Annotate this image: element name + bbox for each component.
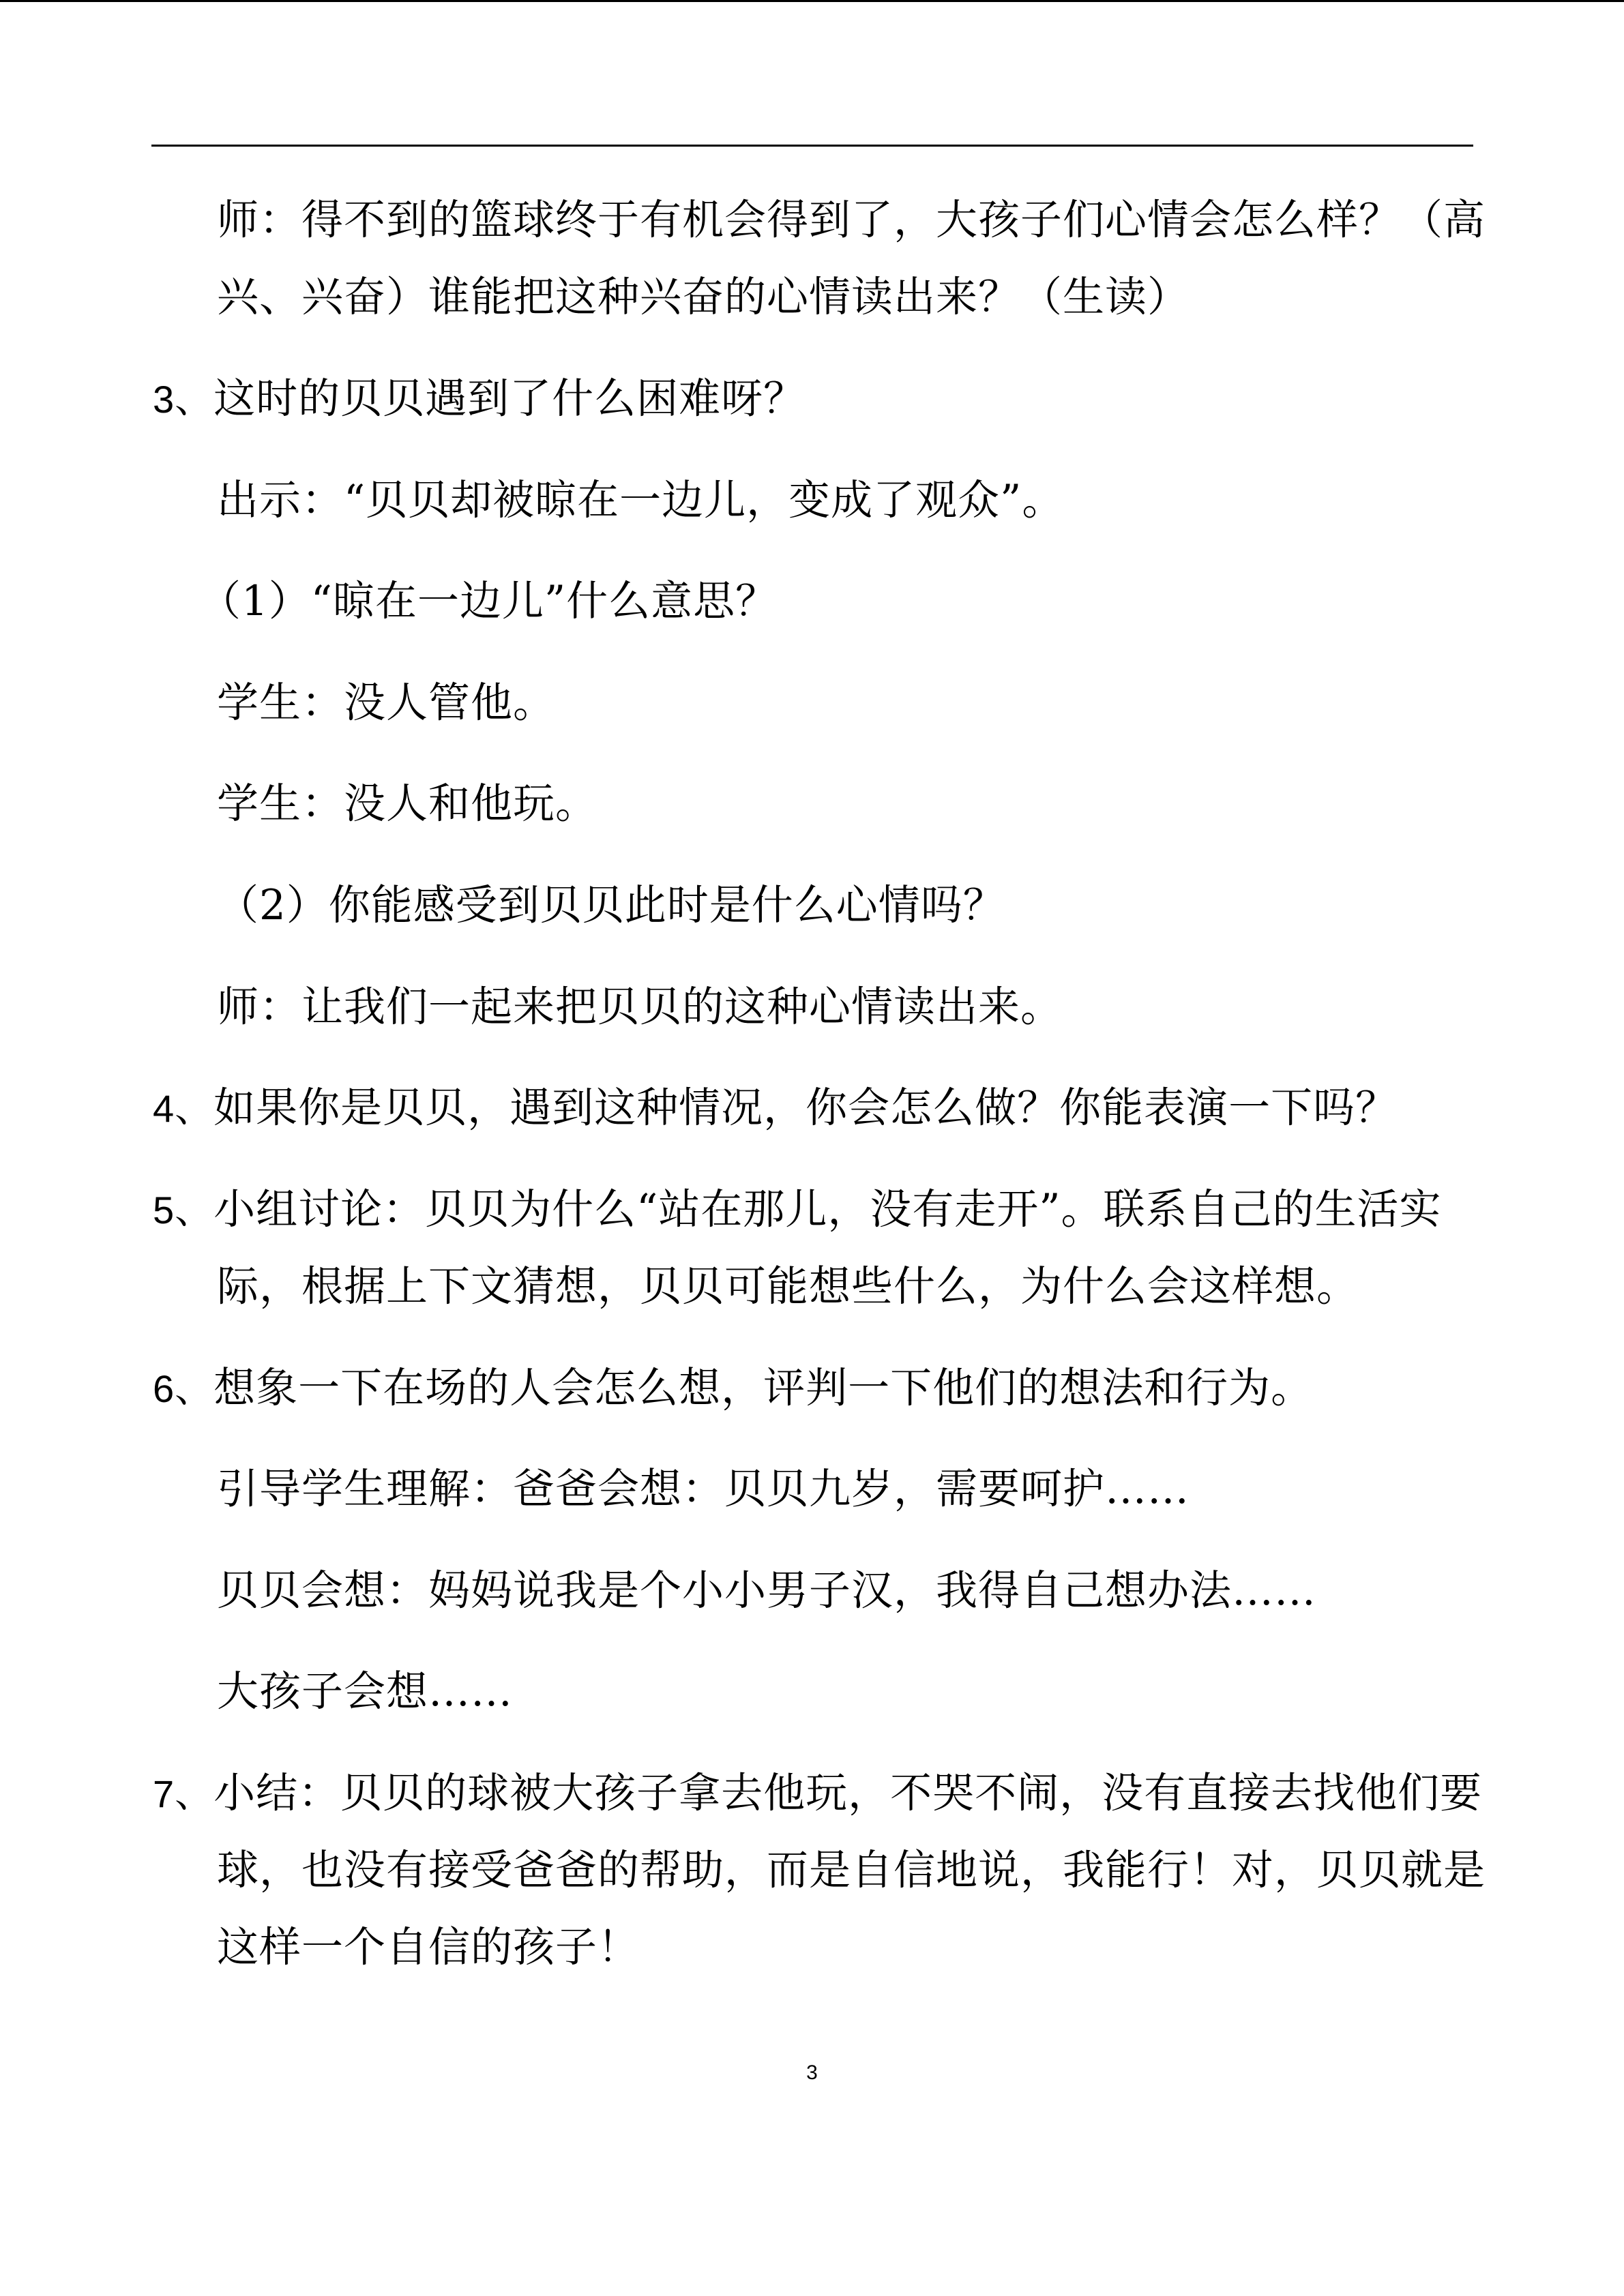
paragraph-line: （1）“晾在一边儿”什么意思？ xyxy=(199,577,778,625)
paragraph-line: 兴、兴奋）谁能把这种兴奋的心情读出来？（生读） xyxy=(217,273,1190,321)
item-text: 想象一下在场的人会怎么想，评判一下他们的想法和行为。 xyxy=(213,1364,1314,1412)
paragraph-line: 学生：没人和他玩。 xyxy=(217,779,598,828)
item-text: 如果你是贝贝，遇到这种情况，你会怎么做？你能表演一下吗？ xyxy=(213,1084,1398,1132)
list-item-4 xyxy=(153,1081,1398,1136)
paragraph-line: 际，根据上下文猜想，贝贝可能想些什么，为什么会这样想。 xyxy=(217,1262,1359,1311)
paragraph-line: （2）你能感受到贝贝此时是什么心情吗？ xyxy=(217,881,1005,929)
list-item-6 xyxy=(153,1361,1313,1416)
item-number: 6、 xyxy=(153,1367,214,1410)
page-number: 3 xyxy=(806,2061,818,2084)
item-number: 5、 xyxy=(153,1189,214,1232)
item-number: 4、 xyxy=(153,1087,214,1130)
list-item-5 xyxy=(153,1182,1442,1238)
paragraph-line: 引导学生理解：爸爸会想：贝贝九岁，需要呵护…… xyxy=(217,1465,1190,1513)
header-rule xyxy=(151,145,1473,147)
paragraph-line: 大孩子会想…… xyxy=(217,1667,514,1716)
paragraph-line: 学生：没人管他。 xyxy=(217,679,556,727)
paragraph-line: 出示：“贝贝却被晾在一边儿，变成了观众”。 xyxy=(217,476,1065,524)
paragraph-line: 球，也没有接受爸爸的帮助，而是自信地说，我能行！对，贝贝就是 xyxy=(217,1846,1486,1894)
item-number: 3、 xyxy=(153,378,214,421)
paragraph-line: 贝贝会想：妈妈说我是个小小男子汉，我得自己想办法…… xyxy=(217,1566,1317,1615)
item-number: 7、 xyxy=(153,1772,214,1815)
item-text: 小结：贝贝的球被大孩子拿去他玩，不哭不闹，没有直接去找他们要 xyxy=(213,1769,1483,1817)
paragraph-line: 师：让我们一起来把贝贝的这种心情读出来。 xyxy=(217,983,1063,1031)
list-item-3 xyxy=(153,372,806,427)
page-top-border xyxy=(0,0,1624,2)
paragraph-line: 师：得不到的篮球终于有机会得到了，大孩子们心情会怎么样？（高 xyxy=(217,196,1486,244)
item-text: 这时的贝贝遇到了什么困难呀？ xyxy=(213,374,806,423)
list-item-7 xyxy=(153,1766,1482,1821)
item-text: 小组讨论：贝贝为什么“站在那儿，没有走开”。联系自己的生活实 xyxy=(213,1185,1442,1234)
paragraph-line: 这样一个自信的孩子！ xyxy=(217,1923,640,1971)
